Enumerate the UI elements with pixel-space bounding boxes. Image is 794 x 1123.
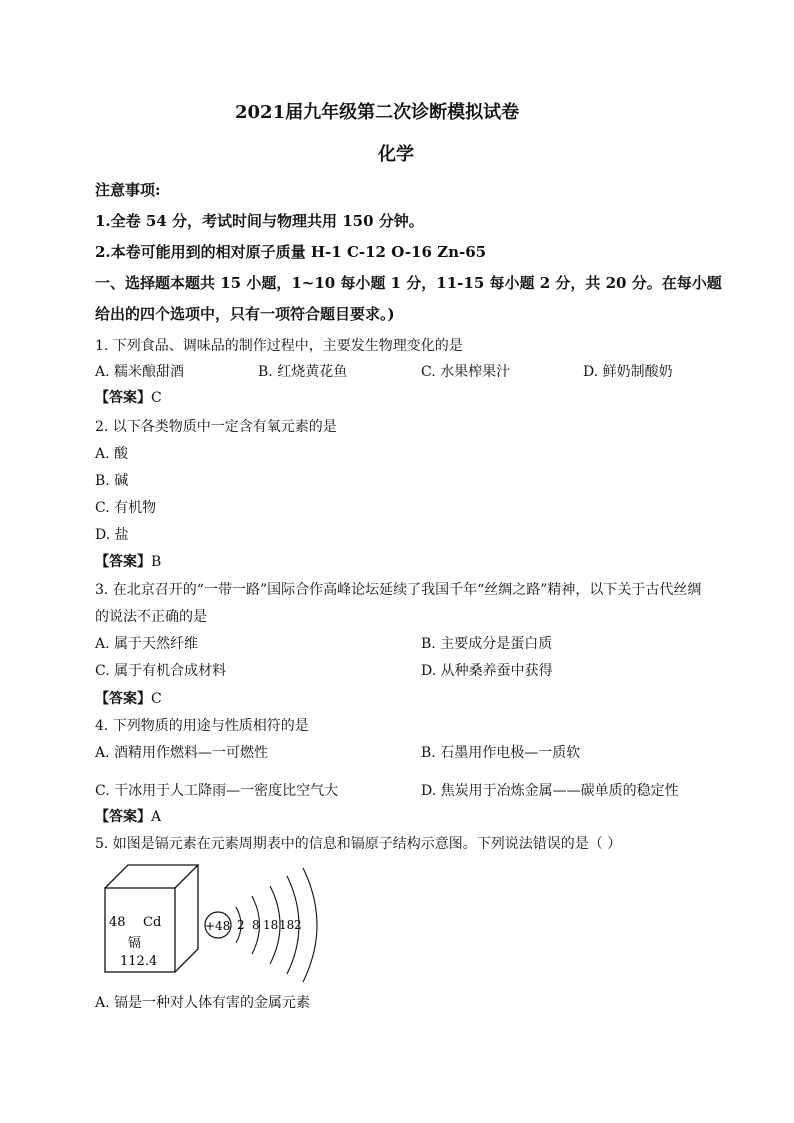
- answer-label: 【答案】: [95, 691, 151, 707]
- q1-option-d: D. 鲜奶制酸奶: [583, 364, 673, 380]
- q1-answer-value: C: [151, 390, 162, 406]
- q1-answer: [95, 389, 162, 407]
- question-1-stem: 1. 下列食品、调味品的制作过程中，主要发生物理变化的是: [95, 338, 463, 354]
- atomic-mass: 112.4: [120, 954, 158, 969]
- section-instructions-1: 一、选择题本题共 15 小题，1~10 每小题 1 分，11-15 每小题 2 分，共 20 分。在每小题: [95, 274, 722, 292]
- shell-1-electrons: 2: [237, 918, 245, 932]
- answer-label: 【答案】: [95, 809, 151, 825]
- question-5-stem: 5. 如图是镉元素在元素周期表中的信息和镉原子结构示意图。下列说法错误的是（ ）: [95, 836, 622, 852]
- element-name: 镉: [128, 936, 142, 951]
- q3-option-c: C. 属于有机合成材料: [95, 663, 227, 679]
- question-4-stem: 4. 下列物质的用途与性质相符的是: [95, 718, 309, 734]
- q2-option-b: B. 碱: [95, 473, 129, 489]
- q1-option-a: A. 糯米酿甜酒: [95, 364, 185, 380]
- q2-option-c: C. 有机物: [95, 500, 157, 516]
- shell-2-electrons: 8: [252, 918, 260, 932]
- answer-label: 【答案】: [95, 390, 151, 406]
- q4-answer: [95, 808, 161, 826]
- shell-5-electrons: 2: [294, 918, 302, 932]
- q3-option-b: B. 主要成分是蛋白质: [421, 636, 553, 652]
- question-3-stem-line-1: 3. 在北京召开的“一带一路”国际合作高峰论坛延续了我国千年“丝绸之路”精神，以下关于古代丝绸: [95, 582, 702, 598]
- q2-option-d: D. 盐: [95, 527, 129, 543]
- shell-4-electrons: 18: [279, 918, 295, 932]
- section-instructions-2: 给出的四个选项中，只有一项符合题目要求。): [95, 305, 395, 323]
- q4-option-c: C. 干冰用于人工降雨—一密度比空气大: [95, 783, 339, 799]
- answer-label: 【答案】: [95, 554, 151, 570]
- exam-title: 2021届九年级第二次诊断模拟试卷: [235, 102, 520, 123]
- q2-option-a: A. 酸: [95, 446, 129, 462]
- q3-option-a: A. 属于天然纤维: [95, 636, 199, 652]
- q3-answer-value: C: [151, 691, 162, 707]
- q4-option-b: B. 石墨用作电极—一质软: [421, 745, 581, 761]
- q1-option-b: B. 红烧黄花鱼: [258, 364, 348, 380]
- q2-answer-value: B: [151, 554, 162, 570]
- nuclear-charge: +48: [205, 919, 231, 933]
- notice-line-1: 1.全卷 54 分，考试时间与物理共用 150 分钟。: [95, 212, 424, 230]
- q1-option-c: C. 水果榨果汁: [421, 364, 511, 380]
- cadmium-figure: [95, 858, 325, 983]
- q3-answer: [95, 690, 162, 708]
- notice-heading: 注意事项:: [95, 181, 161, 199]
- notice-line-2: 2.本卷可能用到的相对原子质量 H-1 C-12 O-16 Zn-65: [95, 243, 487, 261]
- q4-option-d: D. 焦炭用于冶炼金属——碳单质的稳定性: [421, 783, 679, 799]
- shell-3-electrons: 18: [263, 918, 279, 932]
- question-2-stem: 2. 以下各类物质中一定含有氧元素的是: [95, 419, 337, 435]
- question-3-stem-line-2: 的说法不正确的是: [95, 609, 207, 625]
- atomic-number: 48: [109, 915, 126, 930]
- q4-answer-value: A: [151, 809, 162, 825]
- q2-answer: [95, 553, 161, 571]
- q5-option-a: A. 镉是一种对人体有害的金属元素: [95, 995, 311, 1011]
- q3-option-d: D. 从种桑养蚕中获得: [421, 663, 553, 679]
- q4-option-a: A. 酒精用作燃料—一可燃性: [95, 745, 269, 761]
- element-symbol: Cd: [143, 915, 162, 930]
- subject-title: 化学: [378, 144, 414, 165]
